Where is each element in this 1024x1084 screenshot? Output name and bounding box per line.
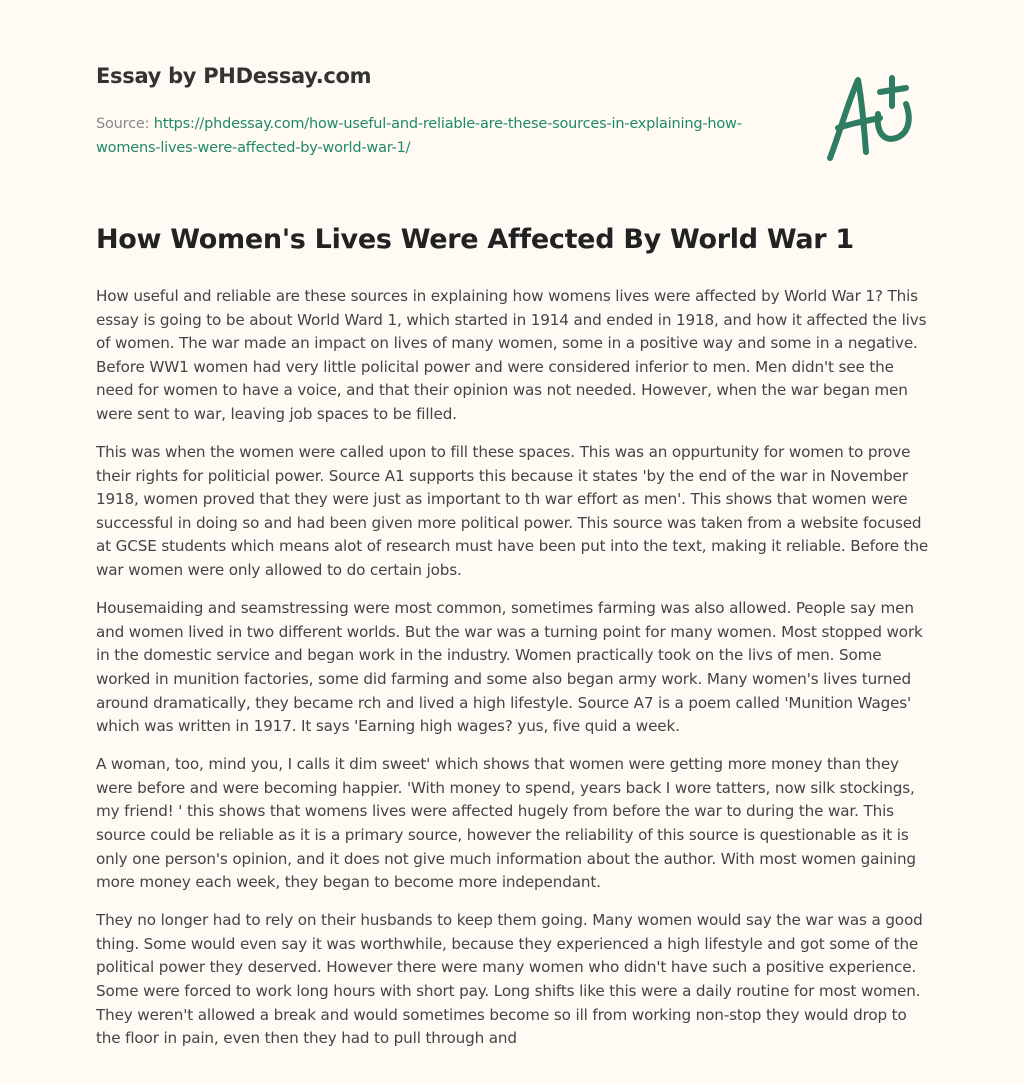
site-brand: Essay by PHDessay.com [96, 64, 372, 88]
essay-title: How Women's Lives Were Affected By World War 1 [96, 224, 854, 255]
paragraph: How useful and reliable are these sources in explaining how womens lives were affected by World War 1? This essay is going to be about World Ward 1, which started in 1914 and ended in 1918, and how it affected the livs of women. The war made an impact on lives of many women, some in a positive way and some in a negative. Before WW1 women had very little policital power and were considered inferior to men. Men didn't see the need for women to have a voice, and that their opinion was not needed. However, when the war began men were sent to war, leaving job spaces to be filled. [96, 287, 927, 423]
paragraph: This was when the women were called upon to fill these spaces. This was an oppurtunity for women to prove their rights for politicial power. Source A1 supports this because it states 'by the end of the war in November 1918, women proved that they were just as important to th war effort as men'. This shows that women were successful in doing so and had been given more political power. This source was taken from a website focused at GCSE students which means alot of research must have been put into the text, making it reliable. Before the war women were only allowed to do certain jobs. [96, 443, 929, 580]
source-label: Source: [96, 116, 150, 132]
paragraph: Housemaiding and seamstressing were most common, sometimes farming was also allowed. People say men and women lived in two different worlds. But the war was a turning point for many women. Most stopped work in the domestic service and began work in the industry. Women practically took on the livs of men. Some worked in munition factories, some did farming and some also began army work. Many women's lives turned around dramatically, they became rch and lived a high lifestyle. Source A7 is a poem called 'Munition Wages' which was written in 1917. It says 'Earning high wages? yus, five quid a week. [96, 599, 923, 736]
source-link[interactable]: https://phdessay.com/how-useful-and-reliable-are-these-sources-in-explaining-how-womens-lives-were-affected-by-world-war-1/ [96, 116, 742, 156]
source-line [96, 112, 776, 160]
a-plus-logo-icon [822, 72, 930, 164]
paragraph: A woman, too, mind you, I calls it dim sweet' which shows that women were getting more money than they were before and were becoming happier. 'With money to spend, years back I wore tatters, now silk stockings, my friend! ' this shows that womens lives were affected hugely from before the war to during the war. This source could be reliable as it is a primary source, however the reliability of this source is questionable as it is only one person's opinion, and it does not give much information about the author. With most women gaining more money each week, they began to become more independant. [96, 755, 916, 892]
essay-body [96, 285, 934, 1065]
paragraph: They no longer had to rely on their husbands to keep them going. Many women would say the war was a good thing. Some would even say it was worthwhile, because they experienced a high lifestyle and got some of the political power they deserved. However there were many women who didn't have such a positive experience. Some were forced to work long hours with short pay. Long shifts like this were a daily routine for most women. They weren't allowed a break and would sometimes become so ill from working non-stop they would drop to the floor in pain, even then they had to pull through and [96, 911, 923, 1048]
